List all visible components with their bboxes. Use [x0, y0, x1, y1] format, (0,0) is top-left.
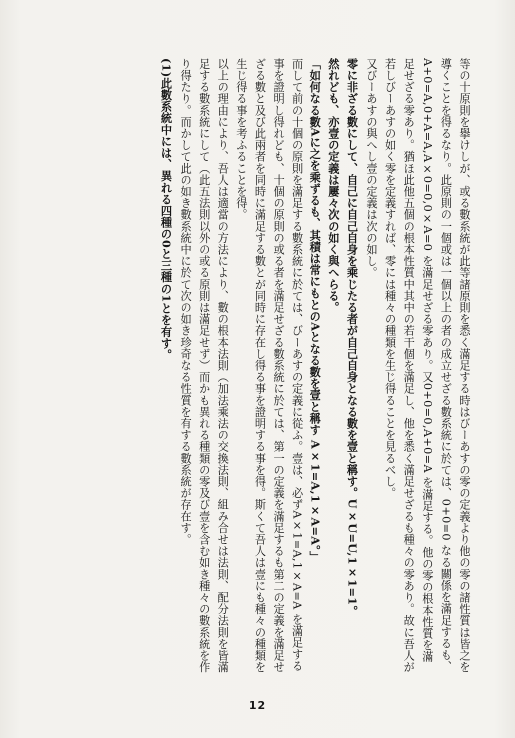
paragraph-unity-kinds: 而して前の十個の原則を滿足する數系統に於ては、びーあすの定義に從ふ。壹は、必ずA×1=A,1×A=A を滿足する事を證明し得れども、十個の原則の或る者を滿足せざる數系統に於ては、第一の定義を滿足するも第二の定義を滿足せざる數と及び此兩者を同時に滿足する數とが同時に存在し得る事を證明する事を得。斯くて吾人は壹にも種々の種類を生じ得る事を考ふることを得。 [234, 58, 304, 673]
paragraph-number-systems: 以上の理由により、吾人は適當の方法により、數の根本法則（加法乘法の交換法則、組み合せは法則、配分法則を皆滿足する數系統にして（此五法則以外の或る原則は滿足せず）而かも異れる種類の零及び壹を含む如き種々の數系統を作り得たり。而かして此の如き數系統中に於て次の如き珍奇なる性質を有する數系統が存在す。 [179, 58, 230, 673]
vertical-body-text [33, 58, 473, 673]
paragraph-unity-definition-1: 零に非ざる數にして、自己に自己自身を乘じたる者が自己自身となる數を壹と稱す。U×U=U,1×1=1。 [345, 58, 360, 618]
paragraph-property-1: (1)此數系統中には、異れる四種の0と三種の1とを有す。 [159, 58, 174, 361]
paragraph-unity-definition-2: 「如何なる數Aに之を乘ずるも、其積は常にもとのAとなる數を壹と稱す A×1=A,1×A=A。」 [308, 58, 323, 563]
paragraph-zero-principles: 等の十原則を擧けしが、或る數系統が此等諸原則を悉く滿足する時はびーあすの零の定義より他の零の諸性質は皆之を導くことを得るなり。此原則の一個或は一個以上の者の成立せざる數系統に於ては、0+0=0 なる關係を滿足するも、A+0=A,0+A=A,A×0=0,0×A=0 を滿足せざる零あり。又0+0=0,A+0=A を滿足する。他の零の根本性質を滿足せざる零あり。猶ほ此他五個の根本性質中其中の若干個を滿足し、他を悉く滿足せざるも種々の零あり。故に吾人が若しびーあすの如く零を定義すれば、零には種々の種類を生じ得ることを見るべし。 [383, 58, 471, 673]
paragraph-unity-alt-intro: 然れども、亦壹の定義は屢々次の如く與へらる。 [326, 58, 341, 314]
page-number: 12 [248, 699, 267, 712]
paragraph-unity-intro: 又びーあすの與へし壹の定義は次の如し。 [365, 58, 379, 279]
